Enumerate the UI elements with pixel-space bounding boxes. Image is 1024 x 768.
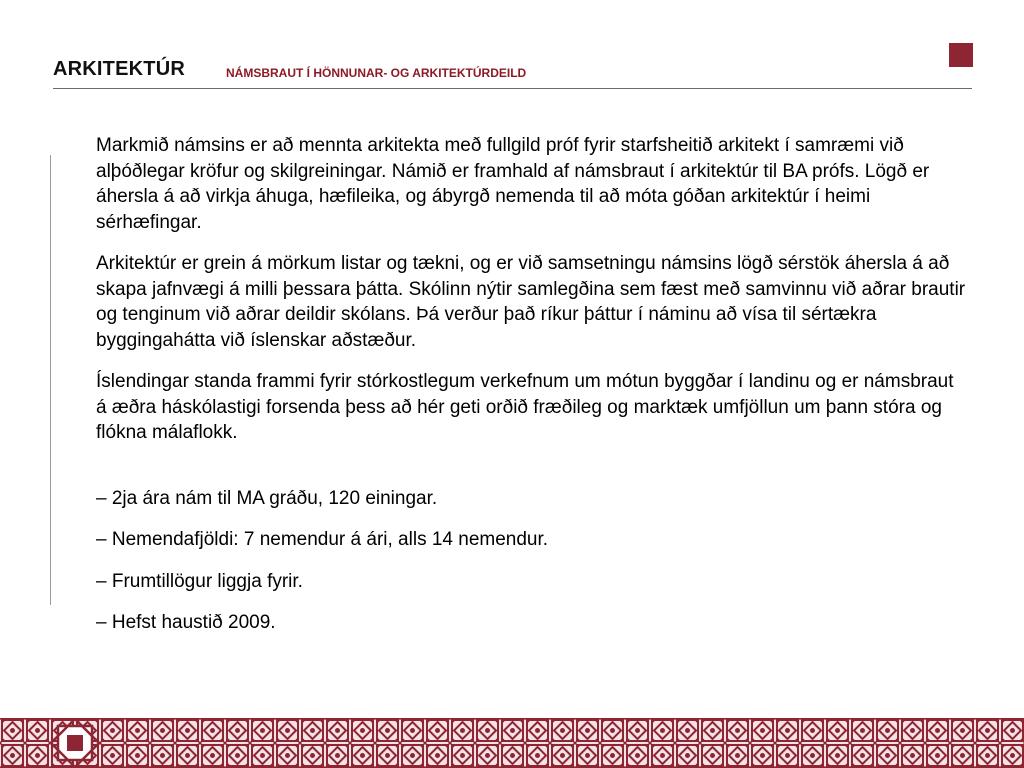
footer-pattern: [0, 718, 1024, 768]
bullet-item: – Frumtillögur liggja fyrir.: [96, 570, 303, 592]
bullet-item: – Hefst haustið 2009.: [96, 612, 276, 633]
paragraph-2: Arkitektúr er grein á mörkum listar og tækni, og er við samsetningu námsins lögð sérstök áhersla á að skapa jafnvægi á milli þessara þátta. Skólinn nýtir samlegðina sem fæst með samvinnu við aðrar brautir og tenginum við aðrar deildir skólans. Þá verður það ríkur þáttur í náminu að vísa til sértækra byggingahátta við íslenskar aðstæður.: [96, 253, 966, 351]
slide-body: [96, 133, 966, 652]
slide-subtitle: NÁMSBRAUT Í HÖNNUNAR- OG ARKITEKTÚRDEILD: [226, 66, 527, 80]
paragraph-1: Markmið námsins er að mennta arkitekta með fullgild próf fyrir starfsheitið arkitekt í samræmi við alþóðlegar kröfur og skilgreiningar. Námið er framhald af námsbraut í arkitektúr til BA prófs. Lögð er áhersla á að virkja áhuga, hæfileika, og ábyrgð nemenda til að móta góðan arkitektúr í heimi sérhæfingar.: [96, 135, 930, 233]
paragraph-3: Íslendingar standa frammi fyrir stórkostlegum verkefnum um mótun byggðar í landinu og er námsbraut á æðra háskólastigi forsenda þess að hér geti orðið fræðileg og marktæk umfjöllun um þann stóra og flókna málaflokk.: [96, 371, 954, 443]
star-emblem: [51, 719, 99, 767]
side-divider: [50, 155, 51, 605]
bullet-item: – Nemendafjöldi: 7 nemendur á ári, alls 14 nemendur.: [96, 529, 549, 550]
bullet-item: – 2ja ára nám til MA gráðu, 120 einingar.: [96, 487, 438, 509]
corner-square-decoration: [949, 43, 973, 67]
slide-title: ARKITEKTÚR: [53, 58, 185, 80]
bullet-list: [96, 486, 966, 636]
header-divider: [53, 88, 972, 89]
